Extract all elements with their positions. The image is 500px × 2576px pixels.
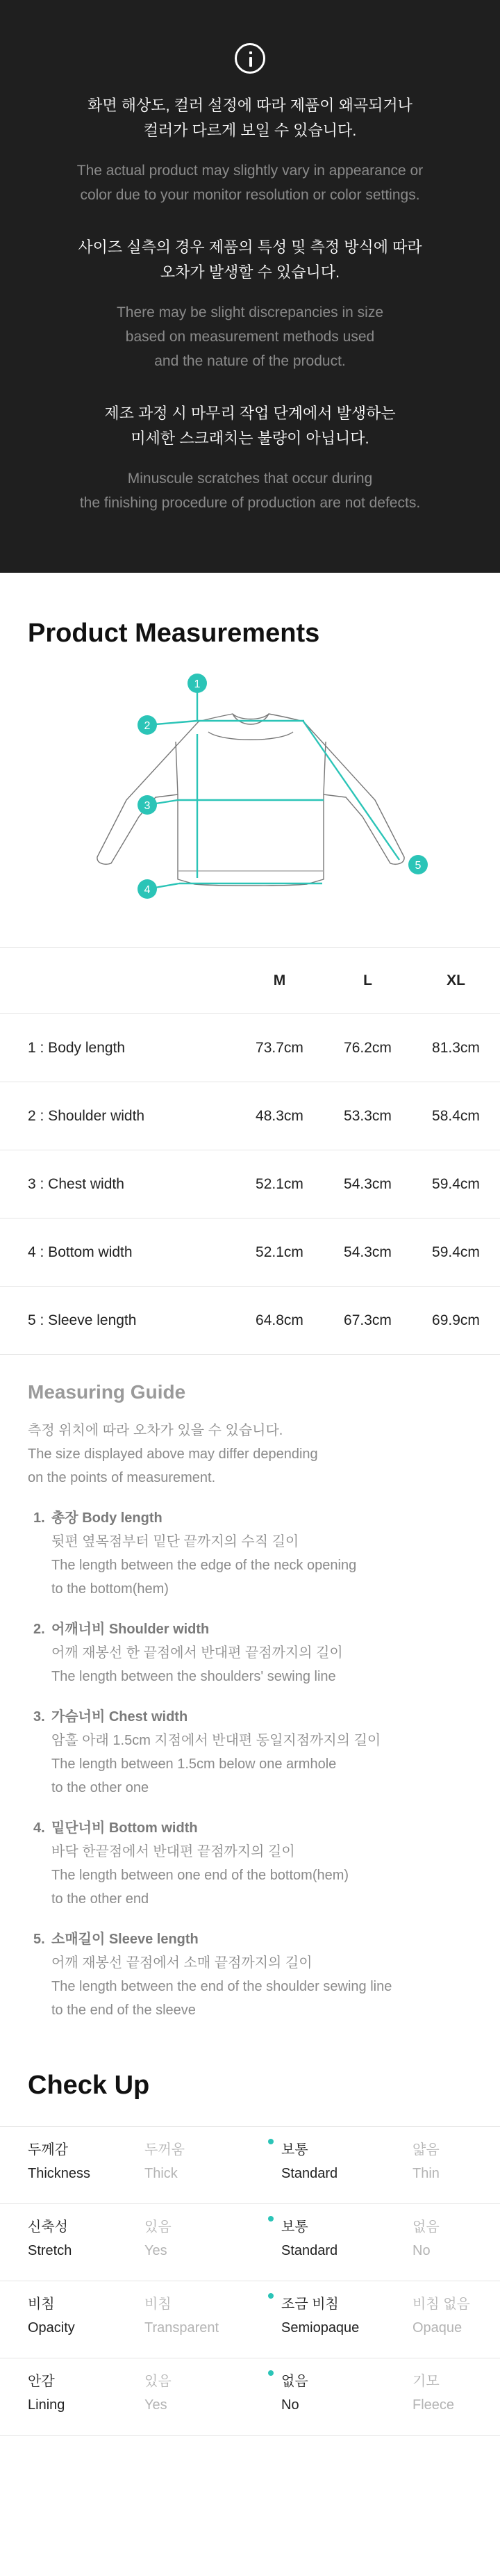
- marker-5: [408, 855, 428, 874]
- checkup-option: [117, 2127, 253, 2203]
- row-value: 54.3cm: [324, 1218, 412, 1287]
- notice-en-line: The actual product may slightly vary in appearance or: [76, 163, 424, 179]
- checkup-category-en: Lining: [28, 2397, 65, 2413]
- notice-en-line: color due to your monitor resolution or color settings.: [80, 187, 420, 203]
- row-value: 58.4cm: [412, 1082, 500, 1150]
- notice-ko: [0, 235, 500, 285]
- info-icon: [235, 43, 265, 74]
- measurements-table: [0, 947, 500, 1355]
- notice-ko: [0, 93, 500, 143]
- guide-title: Measuring Guide: [28, 1381, 186, 1403]
- guide-item-line: The length between one end of the bottom(hem): [51, 1868, 349, 1883]
- notice-block: [0, 401, 500, 515]
- row-value: 59.4cm: [412, 1218, 500, 1287]
- notice-en-line: There may be slight discrepancies in size: [116, 304, 383, 320]
- row-value: 59.4cm: [412, 1150, 500, 1218]
- checkup-category-en: Stretch: [28, 2243, 72, 2258]
- notice-en-line: and the nature of the product.: [154, 353, 346, 369]
- selected-dot-icon: [268, 2293, 274, 2299]
- guide-item-line: 어깨 재봉선 한 끝점에서 반대편 끝점까지의 길이: [51, 1645, 343, 1661]
- guide-item-number: 3.: [33, 1709, 45, 1725]
- checkup-option-en: Thick: [144, 2166, 178, 2181]
- sweatshirt-illustration: [0, 649, 500, 940]
- checkup-option-ko: 두꺼움: [144, 2142, 185, 2158]
- guide-item-line: The length between 1.5cm below one armhole: [51, 1756, 337, 1772]
- row-value: 69.9cm: [412, 1287, 500, 1355]
- notice-ko: [0, 401, 500, 451]
- checkup-option-ko: 기모: [412, 2374, 440, 2389]
- svg-text:2: 2: [144, 720, 151, 732]
- notice-en-line: Minuscule scratches that occur during: [127, 471, 373, 487]
- checkup-option-en: No: [281, 2397, 299, 2413]
- marker-3: [138, 795, 157, 815]
- guide-item-line: The length between the end of the shoulder sewing line: [51, 1979, 392, 1994]
- checkup-option-ko: 있음: [144, 2374, 172, 2389]
- checkup-option-ko: 있음: [144, 2219, 172, 2235]
- checkup-option-ko: 보통: [281, 2219, 308, 2235]
- guide-item-line: 뒷편 옆목점부터 밑단 끝까지의 수직 길이: [51, 1534, 299, 1549]
- row-label: 2 : Shoulder width: [0, 1082, 235, 1150]
- checkup-option-en: Opaque: [412, 2320, 462, 2335]
- checkup-option: [387, 2281, 500, 2358]
- checkup-option-en: Standard: [281, 2243, 338, 2258]
- row-label: 5 : Sleeve length: [0, 1287, 235, 1355]
- row-value: 64.8cm: [235, 1287, 324, 1355]
- checkup-option: [387, 2358, 500, 2435]
- guide-item-number: 2.: [33, 1622, 45, 1637]
- guide-item-line: to the bottom(hem): [51, 1581, 169, 1597]
- checkup-option: [387, 2127, 500, 2203]
- row-value: 76.2cm: [324, 1014, 412, 1082]
- checkup-option-selected: [253, 2281, 387, 2358]
- guide-item: [28, 1705, 472, 1800]
- selected-dot-icon: [268, 2139, 274, 2144]
- checkup-option-ko: 없음: [412, 2219, 440, 2235]
- guide-item-heading: 어깨너비 Shoulder width: [51, 1622, 210, 1637]
- checkup-category-en: Opacity: [28, 2320, 75, 2335]
- guide-item-number: 4.: [33, 1820, 45, 1836]
- row-label: 4 : Bottom width: [0, 1218, 235, 1287]
- marker-2: [138, 715, 157, 735]
- guide-item: [28, 1816, 472, 1911]
- checkup-category: [0, 2281, 117, 2358]
- marker-1: [188, 674, 207, 693]
- checkup-option-selected: [253, 2358, 387, 2435]
- size-xl: XL: [412, 948, 500, 1014]
- guide-item-line: to the other one: [51, 1780, 149, 1795]
- notice-en: [0, 300, 500, 373]
- row-label: 3 : Chest width: [0, 1150, 235, 1218]
- size-header-row: [0, 948, 500, 1014]
- table-row: [0, 1082, 500, 1150]
- guide-item-line: 바닥 한끝점에서 반대편 끝점까지의 길이: [51, 1844, 295, 1859]
- checkup-option: [117, 2204, 253, 2281]
- guide-item-line: The length between the edge of the neck opening: [51, 1558, 357, 1573]
- svg-text:5: 5: [415, 860, 422, 872]
- checkup-category: [0, 2204, 117, 2281]
- notice-ko-line: 제조 과정 시 마무리 작업 단계에서 발생하는: [104, 405, 396, 422]
- checkup-option-en: No: [412, 2243, 431, 2258]
- checkup-option-ko: 보통: [281, 2142, 308, 2158]
- guide-item-line: 어깨 재봉선 끝점에서 소매 끝점까지의 길이: [51, 1955, 312, 1971]
- notice-ko-line: 오차가 발생할 수 있습니다.: [160, 263, 340, 281]
- guide-intro-line: The size displayed above may differ depending: [28, 1446, 318, 1462]
- row-value: 73.7cm: [235, 1014, 324, 1082]
- header-spacer: [0, 948, 235, 1014]
- guide-item-heading: 밑단너비 Bottom width: [51, 1820, 198, 1836]
- checkup-row: [0, 2126, 500, 2204]
- svg-text:4: 4: [144, 884, 151, 896]
- guide-item: [28, 1617, 472, 1688]
- notice-panel: [0, 0, 500, 573]
- row-label: 1 : Body length: [0, 1014, 235, 1082]
- guide-item: [28, 1506, 472, 1601]
- checkup-category-ko: 두께감: [28, 2142, 68, 2158]
- table-row: [0, 1014, 500, 1082]
- guide-intro: [28, 1419, 472, 1490]
- notice-ko-line: 미세한 스크래치는 불량이 아닙니다.: [131, 430, 369, 447]
- guide-item-number: 5.: [33, 1932, 45, 1947]
- measurements-title: Product Measurements: [28, 619, 320, 648]
- checkup-table: [0, 2126, 500, 2436]
- checkup-option: [387, 2204, 500, 2281]
- size-m: M: [235, 948, 324, 1014]
- measuring-guide: [0, 1355, 500, 2022]
- table-row: [0, 1287, 500, 1355]
- size-l: L: [324, 948, 412, 1014]
- guide-item-heading: 가슴너비 Chest width: [51, 1709, 188, 1725]
- checkup-option-ko: 비침 없음: [412, 2297, 470, 2312]
- svg-text:1: 1: [194, 678, 201, 690]
- guide-item-line: The length between the shoulders' sewing line: [51, 1669, 336, 1684]
- checkup-option-ko: 없음: [281, 2374, 308, 2389]
- checkup-row: [0, 2358, 500, 2436]
- checkup-option: [117, 2281, 253, 2358]
- checkup-category-ko: 신축성: [28, 2219, 68, 2235]
- checkup-option-en: Semiopaque: [281, 2320, 360, 2335]
- checkup-option-en: Fleece: [412, 2397, 455, 2413]
- selected-dot-icon: [268, 2370, 274, 2376]
- checkup-option-ko: 얇음: [412, 2142, 440, 2158]
- checkup-option: [117, 2358, 253, 2435]
- notice-ko-line: 화면 해상도, 컬러 설정에 따라 제품이 왜곡되거나: [88, 97, 412, 114]
- notice-block: [0, 235, 500, 373]
- guide-item-heading: 소매길이 Sleeve length: [51, 1932, 199, 1947]
- row-value: 67.3cm: [324, 1287, 412, 1355]
- checkup-option-en: Yes: [144, 2397, 167, 2413]
- marker-4: [138, 879, 157, 899]
- checkup-category: [0, 2358, 117, 2435]
- checkup-option-en: Standard: [281, 2166, 338, 2181]
- row-value: 54.3cm: [324, 1150, 412, 1218]
- checkup-option-ko: 조금 비침: [281, 2297, 339, 2312]
- guide-item-line: 암홀 아래 1.5cm 지점에서 반대편 동일지점까지의 길이: [51, 1733, 381, 1748]
- table-row: [0, 1218, 500, 1287]
- checkup-option-ko: 비침: [144, 2297, 172, 2312]
- svg-text:3: 3: [144, 800, 151, 812]
- guide-intro-line: 측정 위치에 따라 오차가 있을 수 있습니다.: [28, 1423, 283, 1438]
- guide-item-number: 1.: [33, 1510, 45, 1526]
- checkup-category-en: Thickness: [28, 2166, 91, 2181]
- checkup-option-selected: [253, 2204, 387, 2281]
- guide-item: [28, 1927, 472, 2022]
- notice-block: [0, 93, 500, 207]
- notice-en: [0, 466, 500, 515]
- notice-ko-line: 사이즈 실측의 경우 제품의 특성 및 측정 방식에 따라: [78, 238, 422, 256]
- garment-diagram: [0, 649, 500, 940]
- selected-dot-icon: [268, 2216, 274, 2222]
- table-row: [0, 1150, 500, 1218]
- checkup-category-ko: 안감: [28, 2374, 55, 2389]
- row-value: 52.1cm: [235, 1150, 324, 1218]
- row-value: 52.1cm: [235, 1218, 324, 1287]
- notice-ko-line: 컬러가 다르게 보일 수 있습니다.: [143, 122, 357, 139]
- checkup-option-en: Yes: [144, 2243, 167, 2258]
- checkup-category-ko: 비침: [28, 2297, 55, 2312]
- checkup-option-en: Transparent: [144, 2320, 219, 2335]
- checkup-row: [0, 2203, 500, 2281]
- guide-item-line: to the other end: [51, 1891, 149, 1907]
- checkup-option-selected: [253, 2127, 387, 2203]
- row-value: 48.3cm: [235, 1082, 324, 1150]
- row-value: 81.3cm: [412, 1014, 500, 1082]
- guide-item-heading: 총장 Body length: [51, 1510, 162, 1526]
- checkup-option-en: Thin: [412, 2166, 440, 2181]
- checkup-category: [0, 2127, 117, 2203]
- notice-en-line: based on measurement methods used: [125, 329, 375, 345]
- notice-en: [0, 158, 500, 207]
- guide-item-line: to the end of the sleeve: [51, 2003, 196, 2018]
- checkup-title: Check Up: [28, 2071, 150, 2100]
- guide-intro-line: on the points of measurement.: [28, 1470, 216, 1485]
- row-value: 53.3cm: [324, 1082, 412, 1150]
- notice-en-line: the finishing procedure of production are not defects.: [79, 495, 421, 511]
- checkup-row: [0, 2281, 500, 2358]
